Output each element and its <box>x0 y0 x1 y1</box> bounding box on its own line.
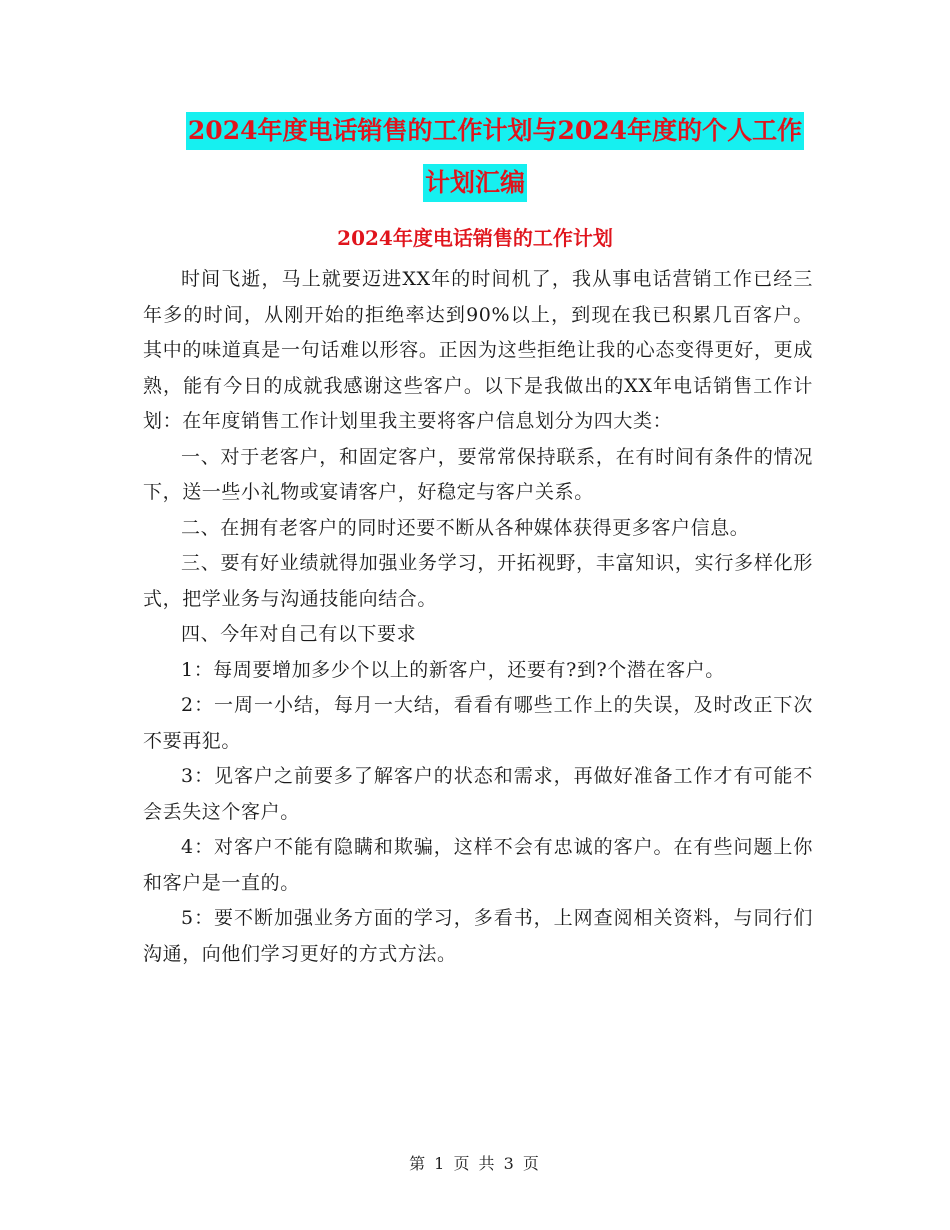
paragraph-item-4: 四、今年对自己有以下要求 <box>181 623 417 645</box>
document-title-line-2: 计划汇编 <box>423 164 527 202</box>
requirement-4: 4：对客户不能有隐瞒和欺骗，这样不会有忠诚的客户。在有些问题上你和客户是一直的。 <box>143 836 813 894</box>
requirement-3: 3：见客户之前要多了解客户的状态和需求，再做好准备工作才有可能不会丢失这个客户。 <box>143 765 813 823</box>
paragraph-item-2: 二、在拥有老客户的同时还要不断从各种媒体获得更多客户信息。 <box>181 516 750 539</box>
paragraph-item-3: 三、要有好业绩就得加强业务学习，开拓视野，丰富知识，实行多样化形式，把学业务与沟通技能向结合。 <box>143 552 813 610</box>
requirement-5: 5：要不断加强业务方面的学习，多看书，上网查阅相关资料，与同行们沟通，向他们学习更好的方式方法。 <box>143 907 813 965</box>
paragraph-intro: 时间飞逝，马上就要迈进XX年的时间机了，我从事电话营销工作已经三年多的时间，从刚开始的拒绝率达到90%以上，到现在我已积累几百客户。其中的味道真是一句话难以形容。正因为这些拒绝让我的心态变得更好，更成熟，能有今日的成就我感谢这些客户。以下是我做出的XX年电话销售工作计划：在年度销售工作计划里我主要将客户信息划分为四大类： <box>143 268 813 432</box>
requirement-1: 1：每周要增加多少个以上的新客户，还要有?到?个潜在客户。 <box>181 658 725 681</box>
document-title <box>0 112 950 202</box>
requirement-2: 2：一周一小结，每月一大结，看看有哪些工作上的失误，及时改正下次不要再犯。 <box>143 694 813 752</box>
document-title-line-1: 2024年度电话销售的工作计划与2024年度的个人工作 <box>186 112 804 150</box>
document-body <box>143 262 813 972</box>
section-heading: 2024年度电话销售的工作计划 <box>337 226 613 250</box>
paragraph-item-1: 一、对于老客户，和固定客户，要常常保持联系，在有时间有条件的情况下，送一些小礼物或宴请客户，好稳定与客户关系。 <box>143 445 813 503</box>
page-number: 第 1 页 共 3 页 <box>409 1154 541 1173</box>
